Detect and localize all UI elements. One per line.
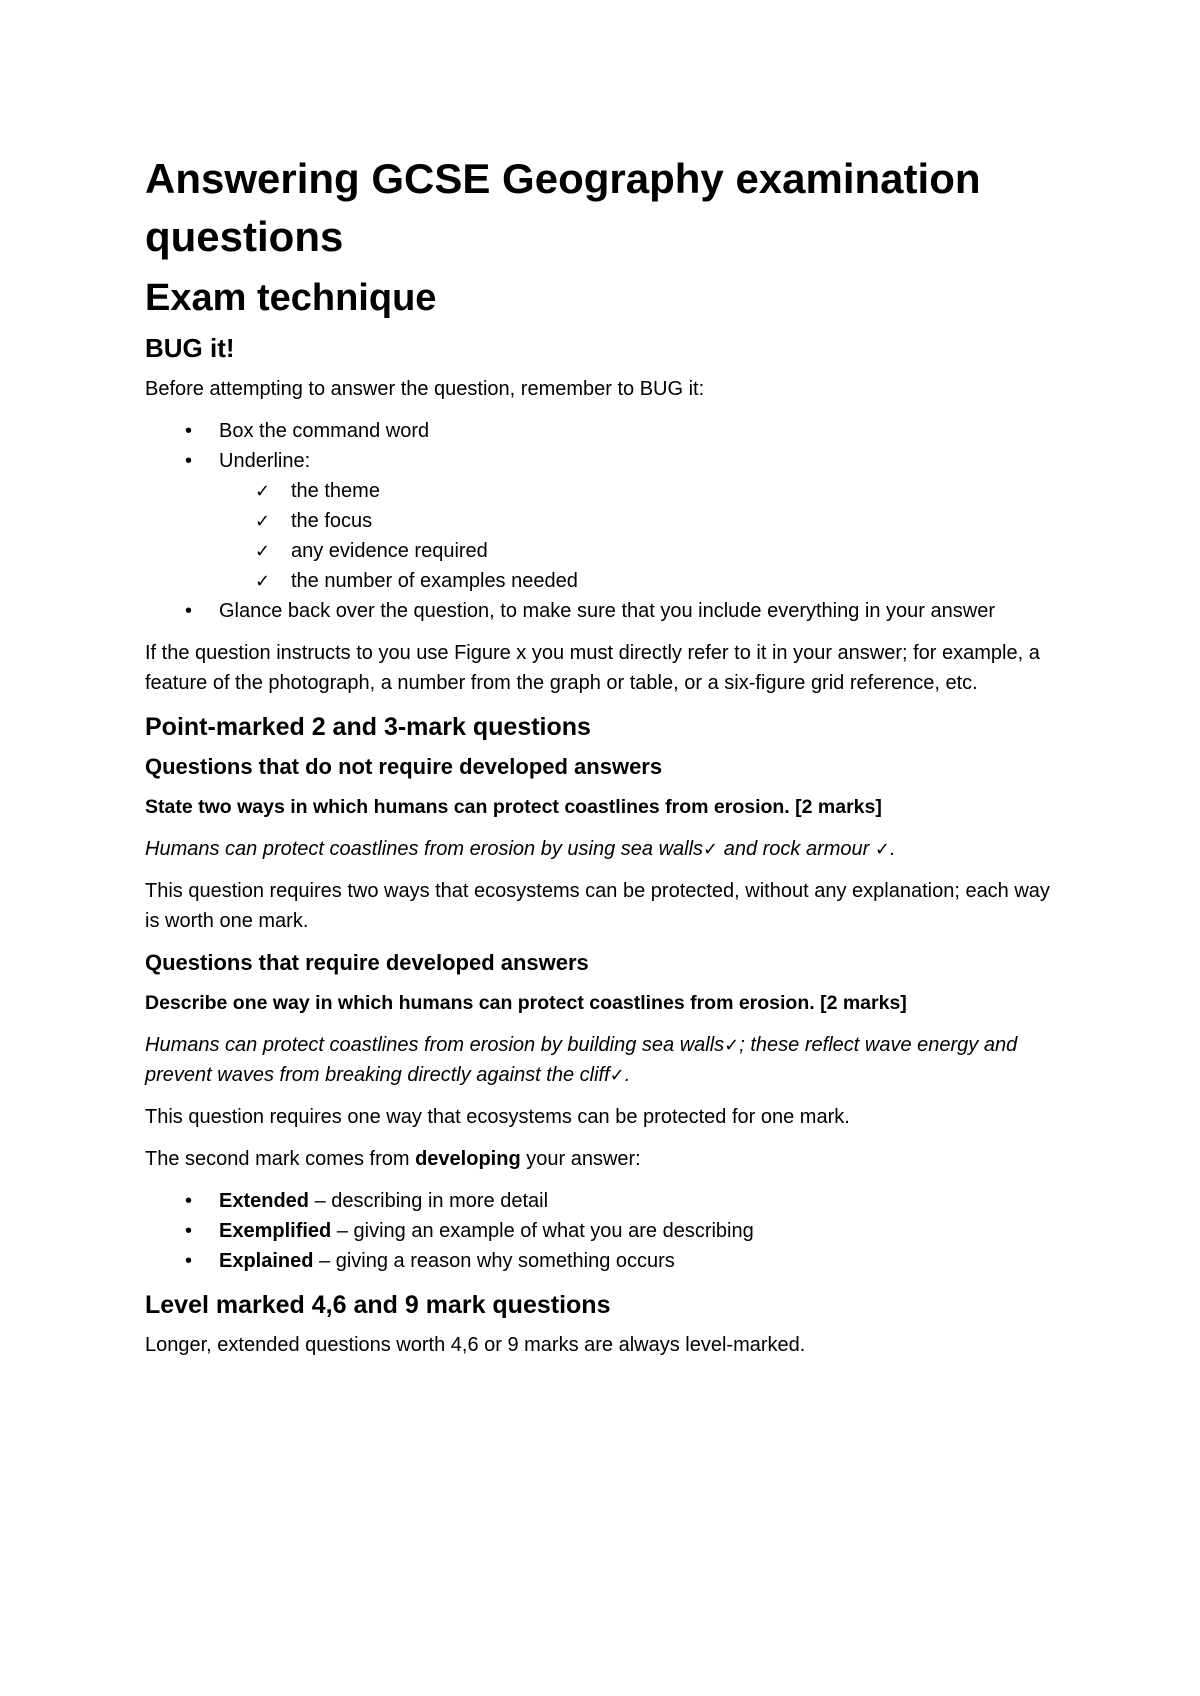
- list-item-term: Exemplified: [219, 1220, 332, 1242]
- list-item: [145, 416, 1065, 446]
- develop-list: [145, 1186, 1065, 1276]
- list-item-term: Explained: [219, 1250, 314, 1272]
- checkmark-icon: ✓: [703, 839, 719, 859]
- answer-text: .: [624, 1064, 631, 1086]
- sub-list-item: [145, 506, 1065, 536]
- answer-text: and rock armour: [718, 838, 875, 860]
- sub-list-item-text: the theme: [291, 480, 380, 502]
- example-question-describe: Describe one way in which humans can protect coastlines from erosion. [2 marks]: [145, 992, 907, 1014]
- list-item-text: – giving a reason why something occurs: [313, 1250, 675, 1272]
- figure-note: If the question instructs to you use Figure x you must directly refer to it in your answer; for example, a feature of the photograph, a number from the graph or table, or a six-figure grid reference, etc.: [145, 642, 1040, 694]
- heading-point-marked: Point-marked 2 and 3-mark questions: [145, 713, 591, 741]
- list-item: [145, 596, 1065, 626]
- list-item: [145, 1186, 1065, 1216]
- heading-developed: Questions that require developed answers: [145, 950, 589, 975]
- answer-text: .: [889, 838, 896, 860]
- note-text: your answer:: [520, 1148, 641, 1170]
- bullet-icon: •: [185, 600, 193, 622]
- sub-list-item-text: the focus: [291, 510, 373, 532]
- note-text: The second mark comes from: [145, 1148, 416, 1170]
- checkmark-icon: ✓: [255, 571, 271, 591]
- list-item-text: Glance back over the question, to make sure that you include everything in your answer: [219, 600, 995, 622]
- section-title-exam-technique: Exam technique: [145, 277, 437, 319]
- checkmark-icon: ✓: [255, 541, 271, 561]
- sub-list-item-text: the number of examples needed: [291, 570, 578, 592]
- sub-list-item-text: any evidence required: [291, 540, 488, 562]
- list-item: [145, 1246, 1065, 1276]
- example-answer-describe: [145, 1030, 1065, 1090]
- example-question-state: State two ways in which humans can protect coastlines from erosion. [2 marks]: [145, 796, 882, 818]
- heading-undeveloped: Questions that do not require developed answers: [145, 754, 663, 779]
- sub-list-item: [145, 476, 1065, 506]
- checkmark-icon: ✓: [255, 511, 271, 531]
- list-item-text: Box the command word: [219, 420, 430, 442]
- sub-list-item: [145, 566, 1065, 596]
- sub-list-item: [145, 536, 1065, 566]
- bullet-icon: •: [185, 450, 193, 472]
- bullet-icon: •: [185, 1190, 193, 1212]
- list-item-text: Underline:: [219, 450, 311, 472]
- bullet-icon: •: [185, 420, 193, 442]
- answer-text: Humans can protect coastlines from erosion by using sea walls: [145, 838, 704, 860]
- bullet-icon: •: [185, 1250, 193, 1272]
- page-title: Answering GCSE Geography examination questions: [145, 155, 981, 260]
- list-item-text: – describing in more detail: [309, 1190, 549, 1212]
- list-item-text: – giving an example of what you are describing: [331, 1220, 754, 1242]
- level-marked-text: Longer, extended questions worth 4,6 or 9 marks are always level-marked.: [145, 1334, 806, 1356]
- heading-bug-it: BUG it!: [145, 333, 235, 363]
- explanation-describe: This question requires one way that ecosystems can be protected for one mark.: [145, 1106, 850, 1128]
- list-item-term: Extended: [219, 1190, 310, 1212]
- second-mark-note: [145, 1144, 1065, 1174]
- bug-intro: Before attempting to answer the question, remember to BUG it:: [145, 378, 705, 400]
- example-answer-state: [145, 834, 1065, 864]
- heading-level-marked: Level marked 4,6 and 9 mark questions: [145, 1291, 611, 1319]
- checkmark-icon: ✓: [609, 1065, 625, 1085]
- answer-text: Humans can protect coastlines from erosion by building sea walls: [145, 1034, 725, 1056]
- explanation-state: This question requires two ways that ecosystems can be protected, without any explanation; each way is worth one mark.: [145, 880, 1050, 932]
- note-emphasis: developing: [415, 1148, 521, 1170]
- checkmark-icon: ✓: [724, 1035, 740, 1055]
- bullet-icon: •: [185, 1220, 193, 1242]
- list-item: [145, 1216, 1065, 1246]
- checkmark-icon: ✓: [874, 839, 890, 859]
- document-content: [145, 150, 1065, 1372]
- bug-list: [145, 416, 1065, 626]
- answer-text: ; these reflect wave energy and prevent waves from breaking directly against the cliff: [145, 1034, 1018, 1086]
- list-item: [145, 446, 1065, 476]
- checkmark-icon: ✓: [255, 481, 271, 501]
